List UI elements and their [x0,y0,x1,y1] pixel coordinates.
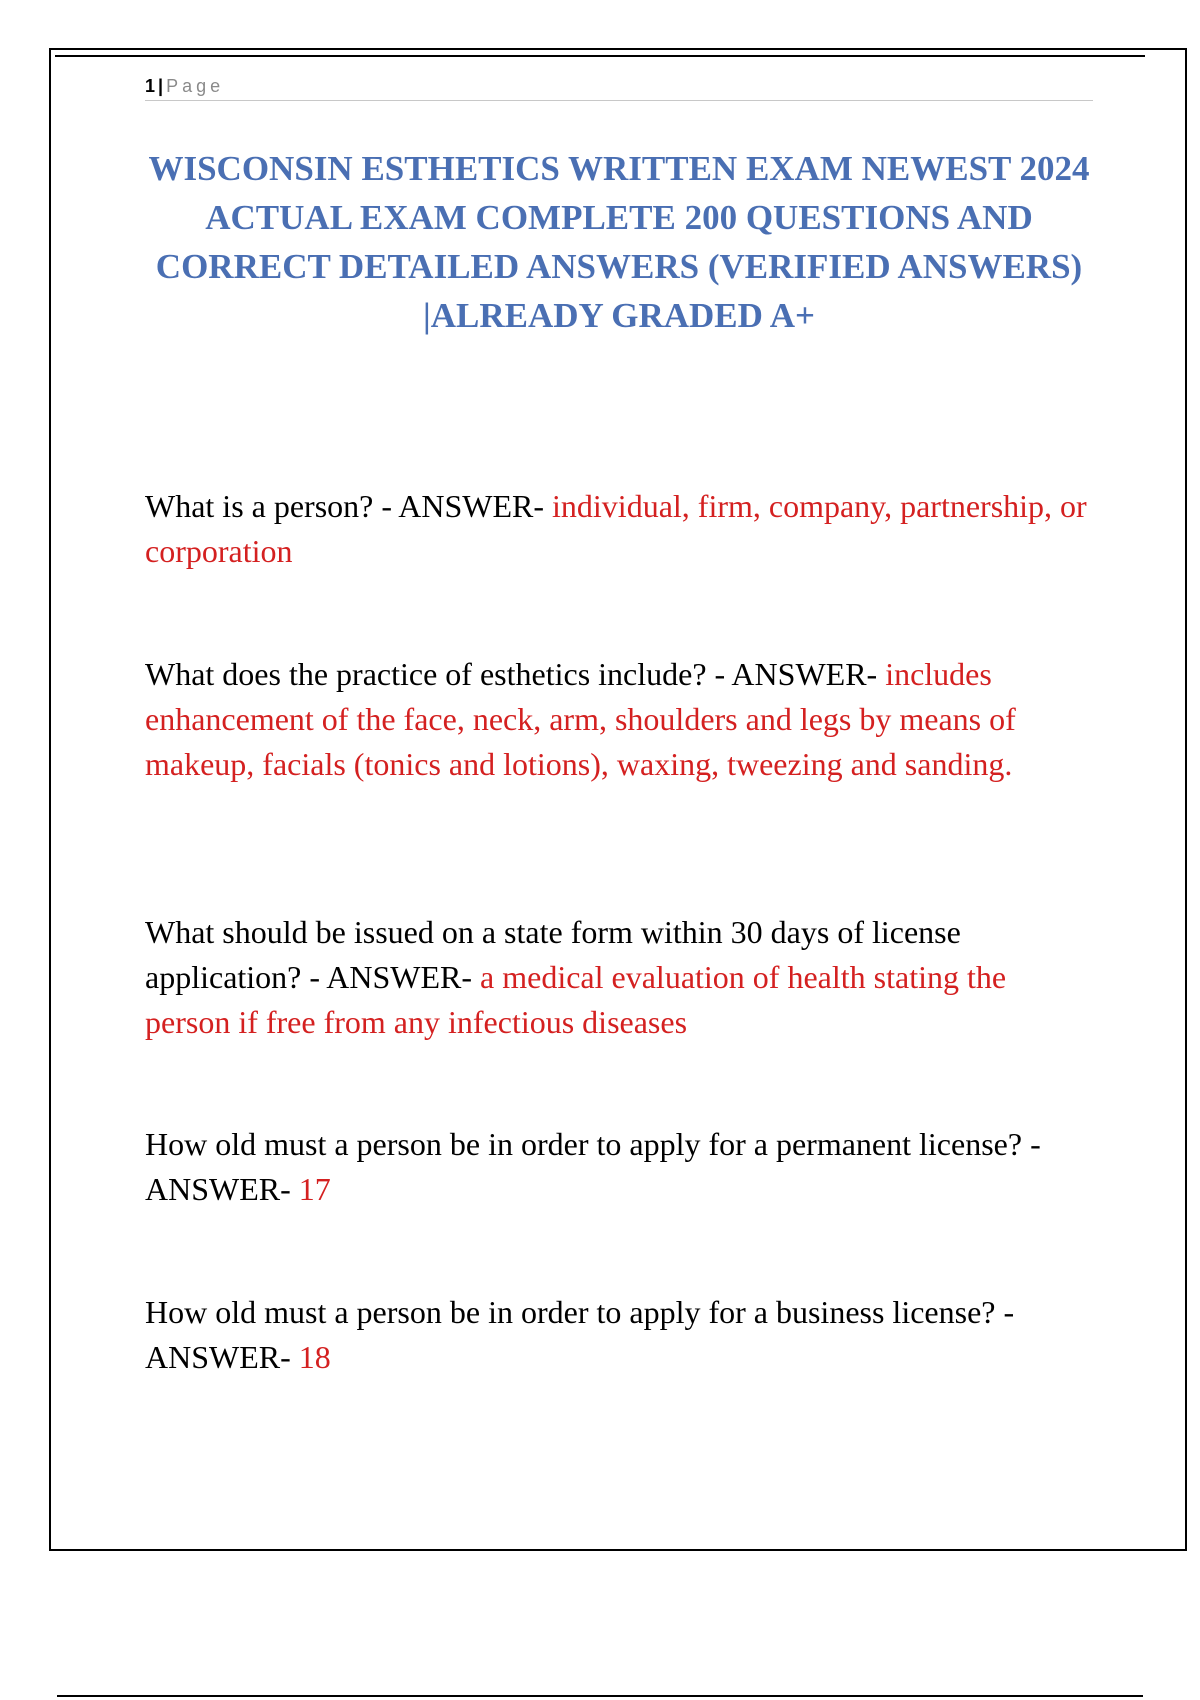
page-number: 1 [145,76,156,96]
document-title: WISCONSIN ESTHETICS WRITTEN EXAM NEWEST 2024 ACTUAL EXAM COMPLETE 200 QUESTIONS AND CORRECT DETAILED ANSWERS (VERIFIED ANSWERS) |ALREADY GRADED A+ [148,149,1090,335]
bottom-rule [57,1695,1143,1697]
answer-text: includes enhancement of the face, neck, arm, shoulders and legs by means of makeup, facials (tonics and lotions), waxing, tweezing and sanding. [145,656,1016,782]
question-text: How old must a person be in order to apply for a permanent license? - ANSWER- [145,1126,1041,1207]
answer-text: 17 [298,1171,331,1207]
qa-item [145,910,1093,1045]
answer-text: 18 [298,1339,331,1375]
answer-text: a medical evaluation of health stating the person if free from any infectious diseases [145,959,1007,1040]
page-separator: | [158,76,164,96]
qa-item [145,1290,1093,1380]
top-rule [55,55,1145,57]
question-text: How old must a person be in order to apply for a business license? - ANSWER- [145,1294,1015,1375]
question-text: What does the practice of esthetics include? - ANSWER- [145,656,886,692]
qa-item [145,652,1093,787]
question-text: What should be issued on a state form within 30 days of license application? - ANSWER- [145,914,961,995]
qa-item [145,484,1093,574]
page-label: Page [166,76,225,96]
answer-text: individual, firm, company, partnership, or corporation [145,488,1087,569]
question-text: What is a person? - ANSWER- [145,488,553,524]
page-header [145,74,1093,101]
qa-item [145,1122,1093,1212]
